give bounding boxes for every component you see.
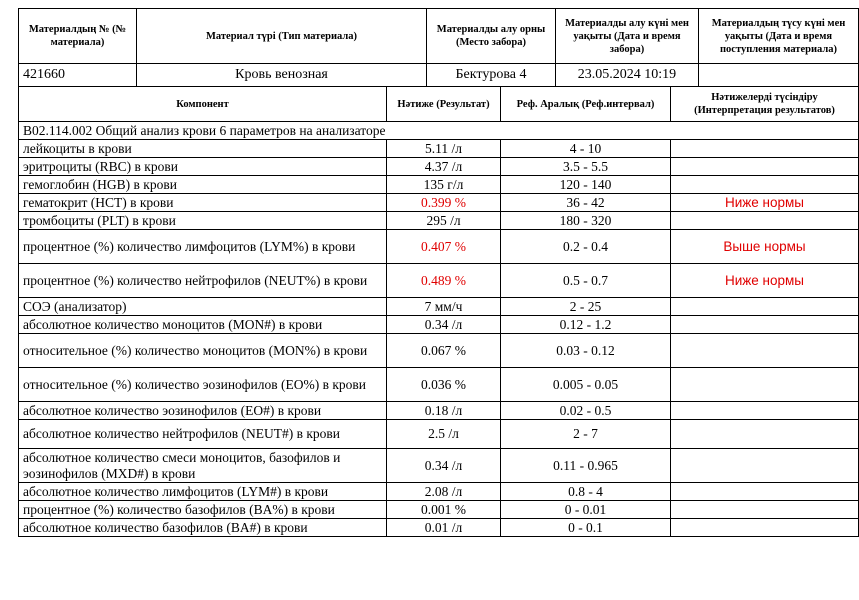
component-name: гематокрит (HCT) в крови bbox=[19, 194, 387, 212]
result-row bbox=[19, 158, 859, 176]
component-name: гемоглобин (HGB) в крови bbox=[19, 176, 387, 194]
interpretation bbox=[671, 501, 859, 519]
interpretation bbox=[671, 483, 859, 501]
ref-interval: 0.2 - 0.4 bbox=[501, 230, 671, 264]
result-row bbox=[19, 449, 859, 483]
ref-interval: 0.12 - 1.2 bbox=[501, 316, 671, 334]
interpretation bbox=[671, 176, 859, 194]
ref-interval: 0.02 - 0.5 bbox=[501, 402, 671, 420]
result-value: 4.37 /л bbox=[387, 158, 501, 176]
component-name: абсолютное количество эозинофилов (EO#) в крови bbox=[19, 402, 387, 420]
result-value: 135 г/л bbox=[387, 176, 501, 194]
result-row bbox=[19, 519, 859, 537]
ref-interval: 0.11 - 0.965 bbox=[501, 449, 671, 483]
component-name: абсолютное количество моноцитов (MON#) в крови bbox=[19, 316, 387, 334]
result-value: 0.01 /л bbox=[387, 519, 501, 537]
result-row bbox=[19, 483, 859, 501]
header-interpretation: Нәтижелерді түсіндіру (Интерпретация результатов) bbox=[671, 87, 859, 122]
result-row bbox=[19, 368, 859, 402]
material-row bbox=[19, 64, 859, 87]
header-received-datetime: Материалдың түсу күні мен уақыты (Дата и время поступления материала) bbox=[699, 9, 859, 64]
result-value: 0.407 % bbox=[387, 230, 501, 264]
lab-report bbox=[18, 8, 858, 537]
ref-interval: 120 - 140 bbox=[501, 176, 671, 194]
ref-interval: 0.8 - 4 bbox=[501, 483, 671, 501]
ref-interval: 36 - 42 bbox=[501, 194, 671, 212]
received-datetime bbox=[699, 64, 859, 87]
result-row bbox=[19, 264, 859, 298]
result-row bbox=[19, 334, 859, 368]
results-header-row bbox=[19, 87, 859, 122]
ref-interval: 2 - 25 bbox=[501, 298, 671, 316]
interpretation bbox=[671, 519, 859, 537]
result-row bbox=[19, 230, 859, 264]
result-value: 0.34 /л bbox=[387, 449, 501, 483]
interpretation bbox=[671, 140, 859, 158]
section-row bbox=[19, 122, 859, 140]
ref-interval: 3.5 - 5.5 bbox=[501, 158, 671, 176]
component-name: абсолютное количество смеси моноцитов, базофилов и эозинофилов (MXD#) в крови bbox=[19, 449, 387, 483]
collection-datetime: 23.05.2024 10:19 bbox=[556, 64, 699, 87]
ref-interval: 0.03 - 0.12 bbox=[501, 334, 671, 368]
interpretation bbox=[671, 298, 859, 316]
result-value: 0.34 /л bbox=[387, 316, 501, 334]
ref-interval: 2 - 7 bbox=[501, 420, 671, 449]
component-name: относительное (%) количество моноцитов (MON%) в крови bbox=[19, 334, 387, 368]
result-value: 0.18 /л bbox=[387, 402, 501, 420]
result-value: 0.001 % bbox=[387, 501, 501, 519]
interpretation bbox=[671, 449, 859, 483]
header-collection-place: Материалды алу орны (Место забора) bbox=[427, 9, 556, 64]
interpretation: Выше нормы bbox=[671, 230, 859, 264]
result-row bbox=[19, 298, 859, 316]
interpretation: Ниже нормы bbox=[671, 264, 859, 298]
component-name: абсолютное количество нейтрофилов (NEUT#) в крови bbox=[19, 420, 387, 449]
header-material-type: Материал түрі (Тип материала) bbox=[137, 9, 427, 64]
interpretation bbox=[671, 316, 859, 334]
interpretation bbox=[671, 334, 859, 368]
result-value: 7 мм/ч bbox=[387, 298, 501, 316]
ref-interval: 0.005 - 0.05 bbox=[501, 368, 671, 402]
result-row bbox=[19, 420, 859, 449]
result-value: 0.489 % bbox=[387, 264, 501, 298]
interpretation bbox=[671, 212, 859, 230]
interpretation bbox=[671, 368, 859, 402]
component-name: абсолютное количество лимфоцитов (LYM#) в крови bbox=[19, 483, 387, 501]
result-row bbox=[19, 194, 859, 212]
result-row bbox=[19, 316, 859, 334]
component-name: лейкоциты в крови bbox=[19, 140, 387, 158]
material-header-row bbox=[19, 9, 859, 64]
ref-interval: 0 - 0.01 bbox=[501, 501, 671, 519]
result-row bbox=[19, 402, 859, 420]
component-name: тромбоциты (PLT) в крови bbox=[19, 212, 387, 230]
header-ref-interval: Реф. Аралық (Реф.интервал) bbox=[501, 87, 671, 122]
ref-interval: 180 - 320 bbox=[501, 212, 671, 230]
component-name: процентное (%) количество лимфоцитов (LYM%) в крови bbox=[19, 230, 387, 264]
component-name: абсолютное количество базофилов (BA#) в крови bbox=[19, 519, 387, 537]
interpretation bbox=[671, 402, 859, 420]
component-name: процентное (%) количество базофилов (BA%) в крови bbox=[19, 501, 387, 519]
material-type: Кровь венозная bbox=[137, 64, 427, 87]
result-value: 0.067 % bbox=[387, 334, 501, 368]
component-name: процентное (%) количество нейтрофилов (NEUT%) в крови bbox=[19, 264, 387, 298]
ref-interval: 4 - 10 bbox=[501, 140, 671, 158]
result-row bbox=[19, 501, 859, 519]
result-value: 0.036 % bbox=[387, 368, 501, 402]
section-title: В02.114.002 Общий анализ крови 6 параметров на анализаторе bbox=[19, 122, 859, 140]
material-table bbox=[18, 8, 859, 87]
interpretation bbox=[671, 158, 859, 176]
material-number: 421660 bbox=[19, 64, 137, 87]
result-row bbox=[19, 176, 859, 194]
result-value: 0.399 % bbox=[387, 194, 501, 212]
header-material-number: Материалдың № (№ материала) bbox=[19, 9, 137, 64]
interpretation bbox=[671, 420, 859, 449]
ref-interval: 0 - 0.1 bbox=[501, 519, 671, 537]
component-name: СОЭ (анализатор) bbox=[19, 298, 387, 316]
component-name: эритроциты (RBC) в крови bbox=[19, 158, 387, 176]
header-result: Нәтиже (Результат) bbox=[387, 87, 501, 122]
result-value: 2.5 /л bbox=[387, 420, 501, 449]
header-component: Компонент bbox=[19, 87, 387, 122]
interpretation: Ниже нормы bbox=[671, 194, 859, 212]
component-name: относительное (%) количество эозинофилов (EO%) в крови bbox=[19, 368, 387, 402]
results-table bbox=[18, 86, 859, 537]
result-row bbox=[19, 212, 859, 230]
result-value: 5.11 /л bbox=[387, 140, 501, 158]
result-row bbox=[19, 140, 859, 158]
ref-interval: 0.5 - 0.7 bbox=[501, 264, 671, 298]
result-value: 2.08 /л bbox=[387, 483, 501, 501]
result-value: 295 /л bbox=[387, 212, 501, 230]
header-collection-datetime: Материалды алу күні мен уақыты (Дата и время забора) bbox=[556, 9, 699, 64]
collection-place: Бектурова 4 bbox=[427, 64, 556, 87]
